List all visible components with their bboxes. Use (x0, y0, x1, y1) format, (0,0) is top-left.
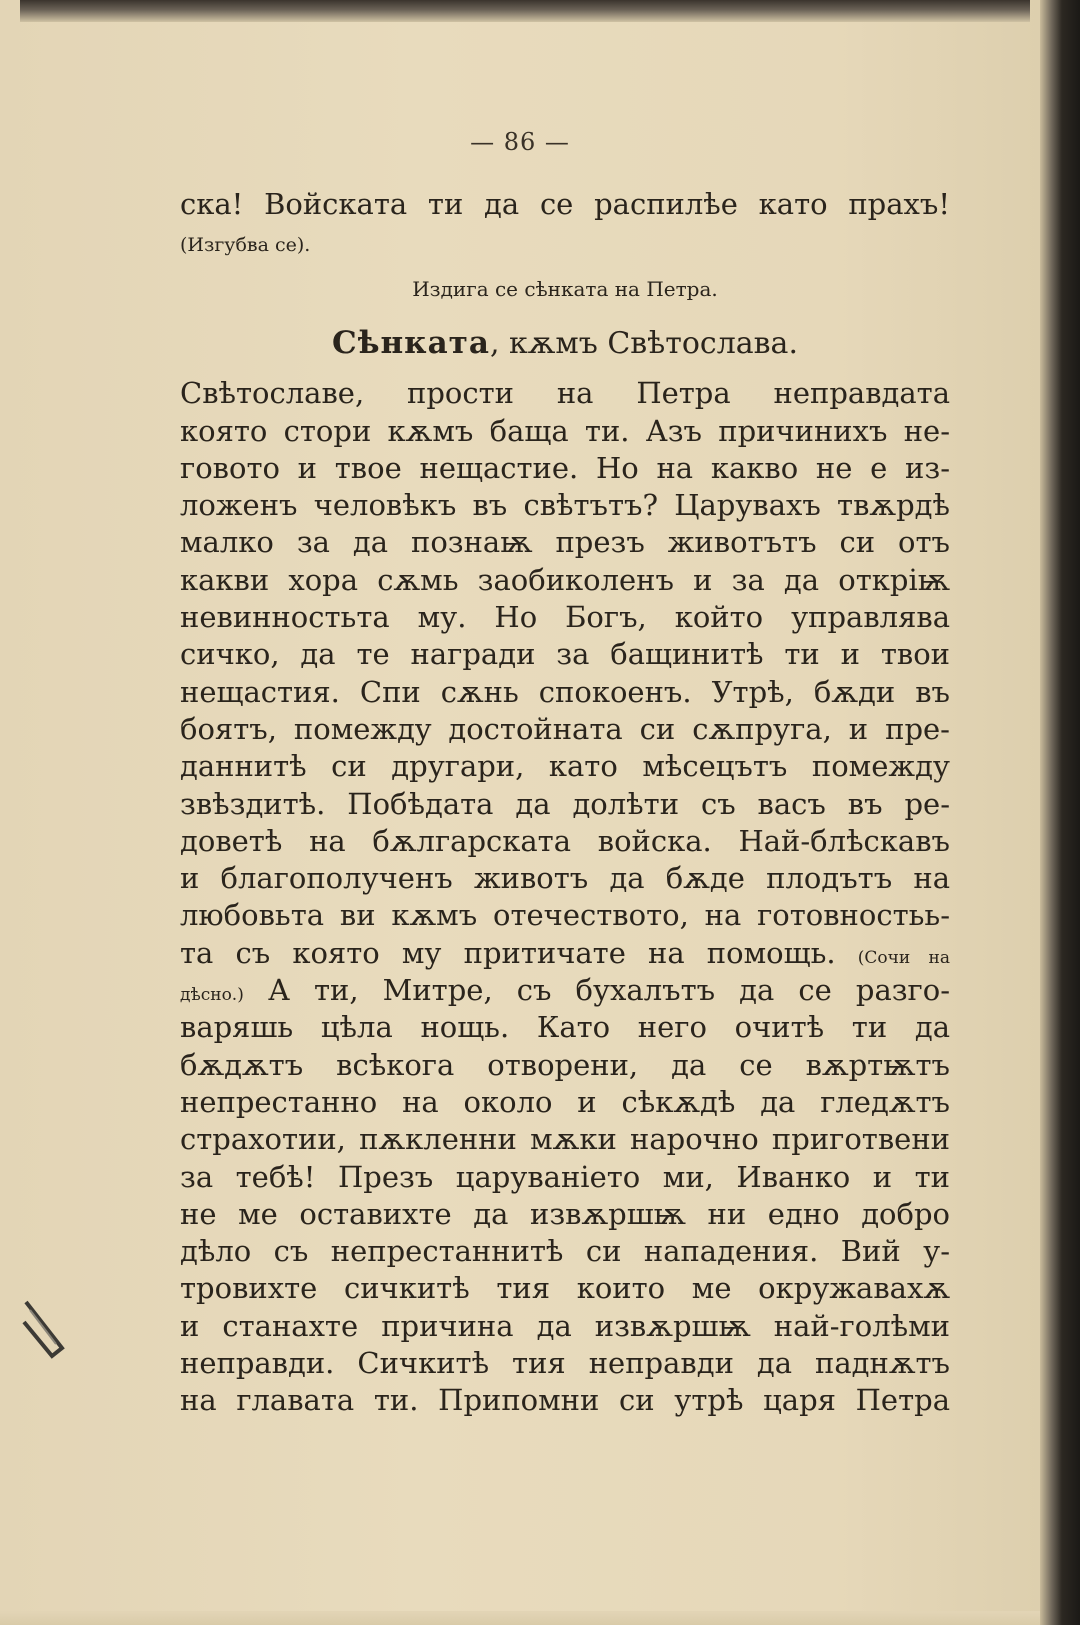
text-line: доветѣ на бѫлгарската войска. Най-блѣскавъ (180, 823, 950, 858)
text-line: ложенъ человѣкъ въ свѣтътъ? Царувахъ твѫрдѣ (180, 488, 950, 523)
text-line: която стори кѫмъ баща ти. Азъ причинихъ не- (180, 413, 950, 448)
text-line: малко за да познаѭ презъ животътъ си отъ (180, 525, 950, 560)
stage-direction: (Изгубва се). (180, 234, 311, 257)
text-line: нещастия. Спи сѫнь спокоенъ. Утрѣ, бѫди въ (180, 674, 950, 709)
text-line: Свѣтославе, прости на Петра неправдата (180, 376, 950, 411)
text-line: варяшь цѣла нощь. Като него очитѣ ти да (180, 1010, 950, 1045)
page-number: — 86 — (470, 128, 570, 156)
stage-direction-inline: (Сочи на (857, 947, 950, 968)
text-line: дѣло съ непрестаннитѣ си нападения. Вий у- (180, 1234, 950, 1269)
page-bottom-edge (0, 1611, 1040, 1625)
text-fragment: А ти, Митре, съ бухалътъ да се разго- (267, 973, 950, 1008)
speaker-direction: , кѫмъ Свѣтослава. (489, 326, 798, 362)
text-line: сичко, да те награди за бащинитѣ ти и твои (180, 637, 950, 672)
text-line: даннитѣ си другари, като мѣсецътъ помежду (180, 749, 950, 784)
text-line: страхотии, пѫкленни мѫки нарочно приготвени (180, 1122, 950, 1157)
stage-direction: Издига се сѣнката на Петра. (412, 277, 718, 302)
text-line: и благополученъ животъ да бѫде плодътъ на (180, 861, 950, 896)
text-line (180, 935, 950, 972)
page-top-shadow (20, 0, 1030, 22)
text-line: бѫдѫтъ всѣкога отворени, да се вѫртѭтъ (180, 1047, 950, 1082)
text-line: непрестанно на около и сѣкѫдѣ да гледѫтъ (180, 1084, 950, 1119)
text-line: неправди. Сичкитѣ тия неправди да паднѫтъ (180, 1346, 950, 1381)
text-line: и станахте причина да извѫршѭ най-голѣми (180, 1308, 950, 1343)
stage-direction-inline: дѣсно.) (180, 985, 244, 1006)
paper-clip-mark (22, 1300, 66, 1380)
text-line: не ме оставихте да извѫршѭ ни едно добро (180, 1196, 950, 1231)
text-line: ска! Войската ти да се распилѣе като прахъ! (180, 187, 950, 221)
text-line: невинностьта му. Но Богъ, който управлява (180, 600, 950, 635)
text-line: какви хора сѫмь заобиколенъ и за да открiѭ (180, 562, 950, 597)
speaker-name: Сѣнката (332, 325, 490, 362)
page-text (180, 186, 950, 1420)
text-line: любовьта ви кѫмъ отечеството, на готовностьь- (180, 898, 950, 933)
speaker-heading (180, 311, 950, 375)
text-line: на главата ти. Припомни си утрѣ царя Петра (180, 1383, 950, 1418)
book-spine-edge (1040, 0, 1080, 1625)
text-line: говото и твое нещастие. Но на какво не е из- (180, 450, 950, 485)
text-line: звѣздитѣ. Побѣдата да долѣти съ васъ въ ре- (180, 786, 950, 821)
text-line: за тебѣ! Презъ царуванiето ми, Иванко и ти (180, 1159, 950, 1194)
text-line: боятъ, помеждy достойната си сѫпруга, и пре- (180, 711, 950, 746)
text-line (180, 972, 950, 1009)
text-line: тровихте сичкитѣ тия които ме окружавахѫ (180, 1271, 950, 1306)
text-fragment: та съ която му притичате на помощь. (180, 935, 836, 970)
